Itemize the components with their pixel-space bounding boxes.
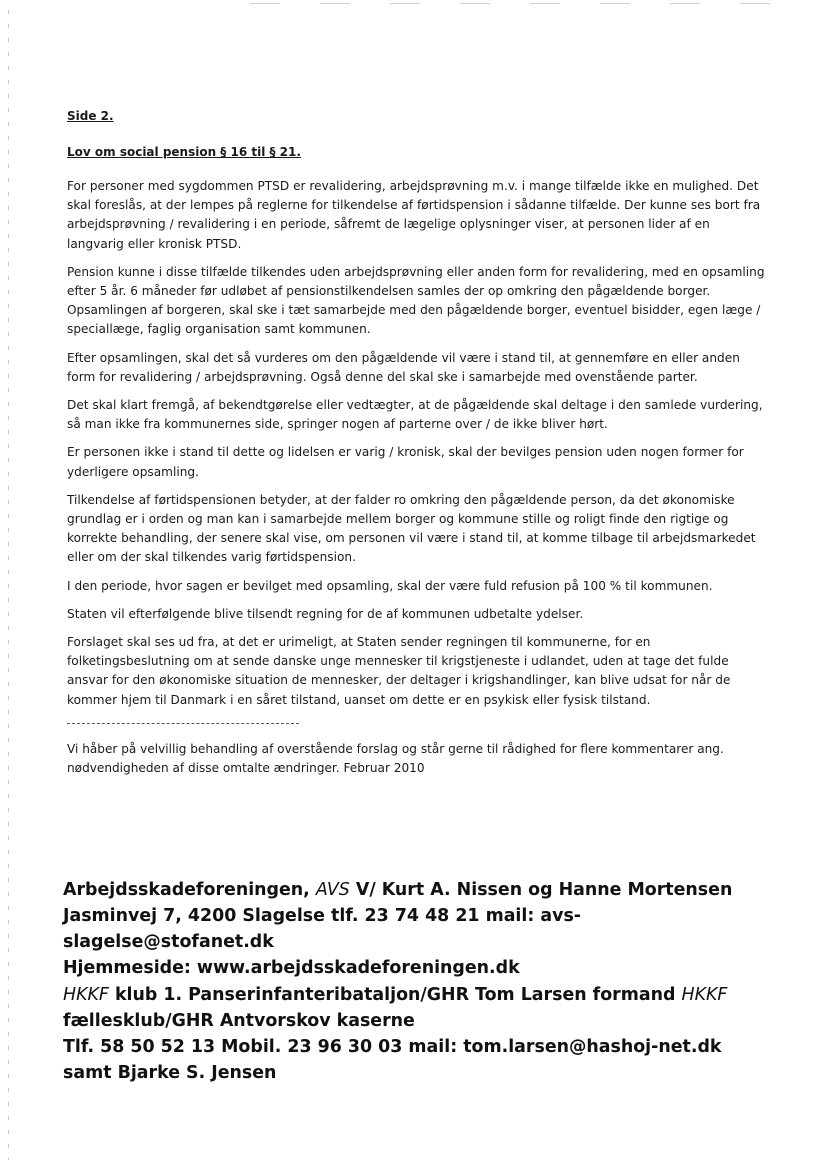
org-abbr: AVS [315, 880, 350, 900]
hkkf-contact: Tlf. 58 50 52 13 Mobil. 23 96 30 03 mail: tom.larsen@hashoj-net.dk [63, 1037, 722, 1057]
paragraph: For personer med sygdommen PTSD er revalidering, arbejdsprøvning m.v. i mange tilfælde ikke en mulighed. Det skal foreslås, at der lempes på reglerne for tilkendelse af førtidspension i sådanne tilfælde. Der kunne ses bort fra arbejdsprøvning / revalidering i en periode, såfremt de lægelige oplysninger viser, at personen lider af en langvarig eller kronisk PTSD. [67, 179, 761, 251]
hkkf-line: klub 1. Panserinfanteribataljon/GHR Tom Larsen formand [114, 985, 676, 1005]
scan-edge-mark [8, 10, 9, 1160]
hkkf-abbr: HKKF [681, 985, 728, 1005]
paragraph: Forslaget skal ses ud fra, at det er urimeligt, at Staten sender regningen til kommunerne, for en folketingsbeslutning om at sende danske unge mennesker til krigstjeneste i udlandet, uden at tage det fulde ansvar for den økonomiske situation de mennesker, der deltager i krigshandlinger, kan blive udsat for når de kommer hjem til Danmark i en såret tilstand, uanset om dette er en psykisk eller fysisk tilstand. [67, 635, 731, 707]
signature-line [63, 877, 783, 903]
paragraph: Det skal klart fremgå, af bekendtgørelse eller vedtægter, at de pågældende skal deltage i den samlede vurdering, så man ikke fra kommunernes side, springer nogen af parterne over / de ikke bliver hørt. [67, 398, 763, 432]
org-name: Arbejdsskadeforeningen, [63, 880, 310, 900]
signature-block-hkkf [63, 982, 783, 1086]
page-label: Side 2. [67, 109, 114, 123]
signature-line [63, 982, 783, 1008]
section-title: Lov om social pension § 16 til § 21. [67, 145, 301, 159]
org-contacts: V/ Kurt A. Nissen og Hanne Mortensen [355, 880, 733, 900]
org-address: Jasminvej 7, 4200 Slagelse tlf. 23 74 48 21 mail: avs-slagelse@stofanet.dk [63, 906, 582, 952]
closing-text: Vi håber på velvillig behandling af overstående forslag og står gerne til rådighed for flere kommentarer ang. nødvendigheden af disse omtalte ændringer. Februar 2010 [67, 741, 724, 776]
paragraphs [67, 177, 767, 778]
org-website: Hjemmeside: www.arbejdsskadeforeningen.dk [63, 958, 520, 978]
dashed-divider [67, 723, 299, 724]
hkkf-extra: samt Bjarke S. Jensen [63, 1063, 277, 1083]
paragraph: Staten vil efterfølgende blive tilsendt regning for de af kommunen udbetalte ydelser. [67, 606, 584, 621]
paragraph: Er personen ikke i stand til dette og lidelsen er varig / kronisk, skal der bevilges pension uden nogen former for yderligere opsamling. [67, 445, 744, 479]
scan-top-marks [250, 3, 810, 4]
paragraph: Pension kunne i disse tilfælde tilkendes uden arbejdsprøvning eller anden form for revalidering, med en opsamling efter 5 år. 6 måneder før udløbet af pensionstilkendelsen samles der op omkring den pågældende borger. Opsamlingen af borgeren, skal ske i tæt samarbejde med den pågældende borger, eventuel bisidder, egen læge / speciallæge, faglig organisation samt kommunen. [67, 264, 765, 337]
paragraph: I den periode, hvor sagen er bevilget med opsamling, skal der være fuld refusion på 100 % til kommunen. [67, 578, 713, 593]
paragraph: Efter opsamlingen, skal det så vurderes om den pågældende vil være i stand til, at gennemføre en eller anden form for revalidering / arbejdsprøvning. Også denne del skal ske i samarbejde med ovenstående parter. [67, 350, 740, 384]
signature-block-avs [63, 877, 783, 981]
hkkf-line: fællesklub/GHR Antvorskov kaserne [63, 1011, 415, 1031]
hkkf-abbr: HKKF [63, 985, 109, 1005]
paragraph: Tilkendelse af førtidspensionen betyder, at der falder ro omkring den pågældende person, da det økonomiske grundlag er i orden og man kan i samarbejde mellem borger og kommune stille og roligt finde den rigtige og korrekte behandling, der senere skal vise, om personen vil være i stand til, at komme tilbage til arbejdsmarkedet eller om der skal tilkendes varig førtidspension. [67, 492, 756, 565]
